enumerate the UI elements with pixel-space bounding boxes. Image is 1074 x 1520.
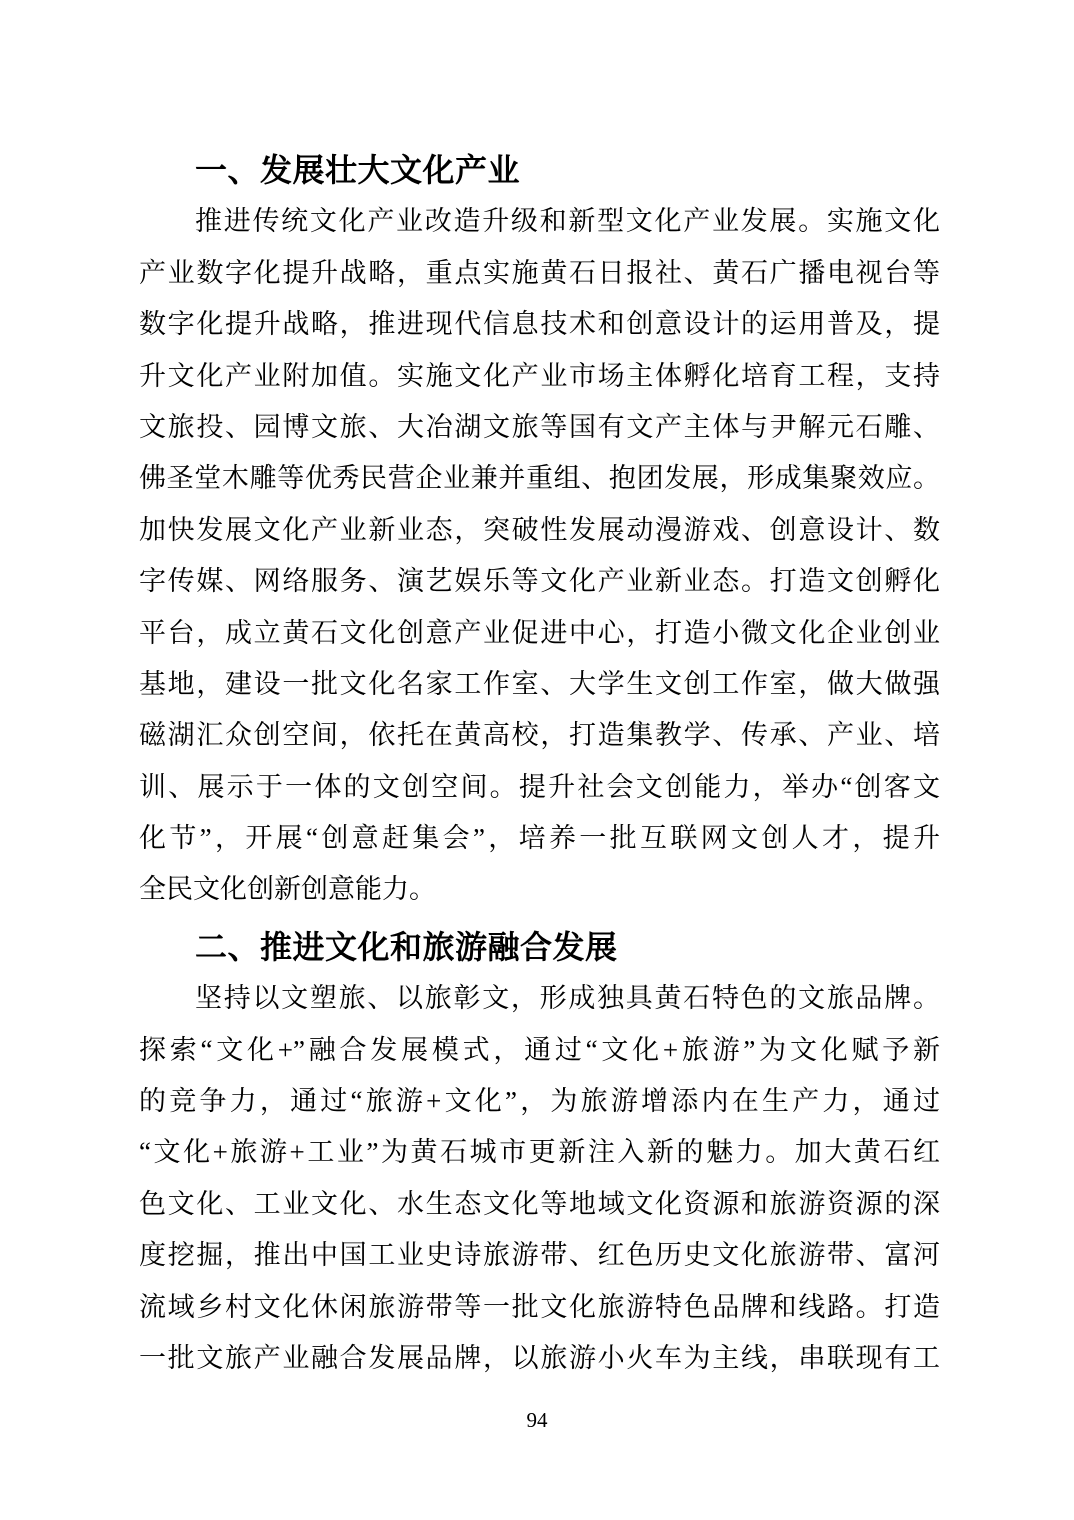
- section-heading: 一、发展壮大文化产业: [195, 152, 521, 188]
- text-line: 佛圣堂木雕等优秀民营企业兼并重组、抱团发展，形成集聚效应。: [139, 463, 940, 494]
- text-line: 加快发展文化产业新业态，突破性发展动漫游戏、创意设计、数: [139, 514, 940, 545]
- text-line: 产业数字化提升战略，重点实施黄石日报社、黄石广播电视台等: [139, 257, 940, 288]
- document-body: [139, 145, 940, 1384]
- text-line: 训、展示于一体的文创空间。提升社会文创能力，举办“创客文: [139, 771, 940, 802]
- text-line: 坚持以文塑旅、以旅彰文，形成独具黄石特色的文旅品牌。: [195, 983, 940, 1014]
- text-line: 文旅投、园博文旅、大冶湖文旅等国有文产主体与尹解元石雕、: [139, 411, 940, 442]
- text-line: 探索“文化+”融合发展模式，通过“文化+旅游”为文化赋予新: [139, 1034, 940, 1065]
- text-line: 流域乡村文化休闲旅游带等一批文化旅游特色品牌和线路。打造: [139, 1291, 940, 1322]
- document-section: [139, 145, 940, 916]
- text-line: 磁湖汇众创空间，依托在黄高校，打造集教学、传承、产业、培: [139, 720, 940, 751]
- text-line: 化节”，开展“创意赶集会”，培养一批互联网文创人才，提升: [139, 823, 940, 854]
- text-line: 全民文化创新创意能力。: [139, 874, 436, 905]
- text-line: 基地，建设一批文化名家工作室、大学生文创工作室，做大做强: [139, 668, 940, 699]
- section-paragraph: [139, 196, 940, 915]
- section-heading: 二、推进文化和旅游融合发展: [195, 928, 618, 965]
- text-line: 字传媒、网络服务、演艺娱乐等文化产业新业态。打造文创孵化: [139, 566, 940, 597]
- text-line: 升文化产业附加值。实施文化产业市场主体孵化培育工程，支持: [139, 360, 940, 391]
- text-line: 色文化、工业文化、水生态文化等地域文化资源和旅游资源的深: [139, 1188, 940, 1219]
- page-number: 94: [526, 1408, 548, 1432]
- section-paragraph: [139, 973, 940, 1384]
- text-line: 度挖掘，推出中国工业史诗旅游带、红色历史文化旅游带、富河: [139, 1240, 940, 1271]
- text-line: “文化+旅游+工业”为黄石城市更新注入新的魅力。加大黄石红: [139, 1137, 940, 1168]
- text-line: 平台，成立黄石文化创意产业促进中心，打造小微文化企业创业: [139, 617, 940, 648]
- text-line: 的竞争力，通过“旅游+文化”，为旅游增添内在生产力，通过: [139, 1086, 940, 1117]
- text-line: 推进传统文化产业改造升级和新型文化产业发展。实施文化: [195, 206, 940, 237]
- document-section: [139, 922, 940, 1385]
- text-line: 数字化提升战略，推进现代信息技术和创意设计的运用普及，提: [139, 309, 940, 340]
- text-line: 一批文旅产业融合发展品牌，以旅游小火车为主线，串联现有工: [139, 1343, 940, 1374]
